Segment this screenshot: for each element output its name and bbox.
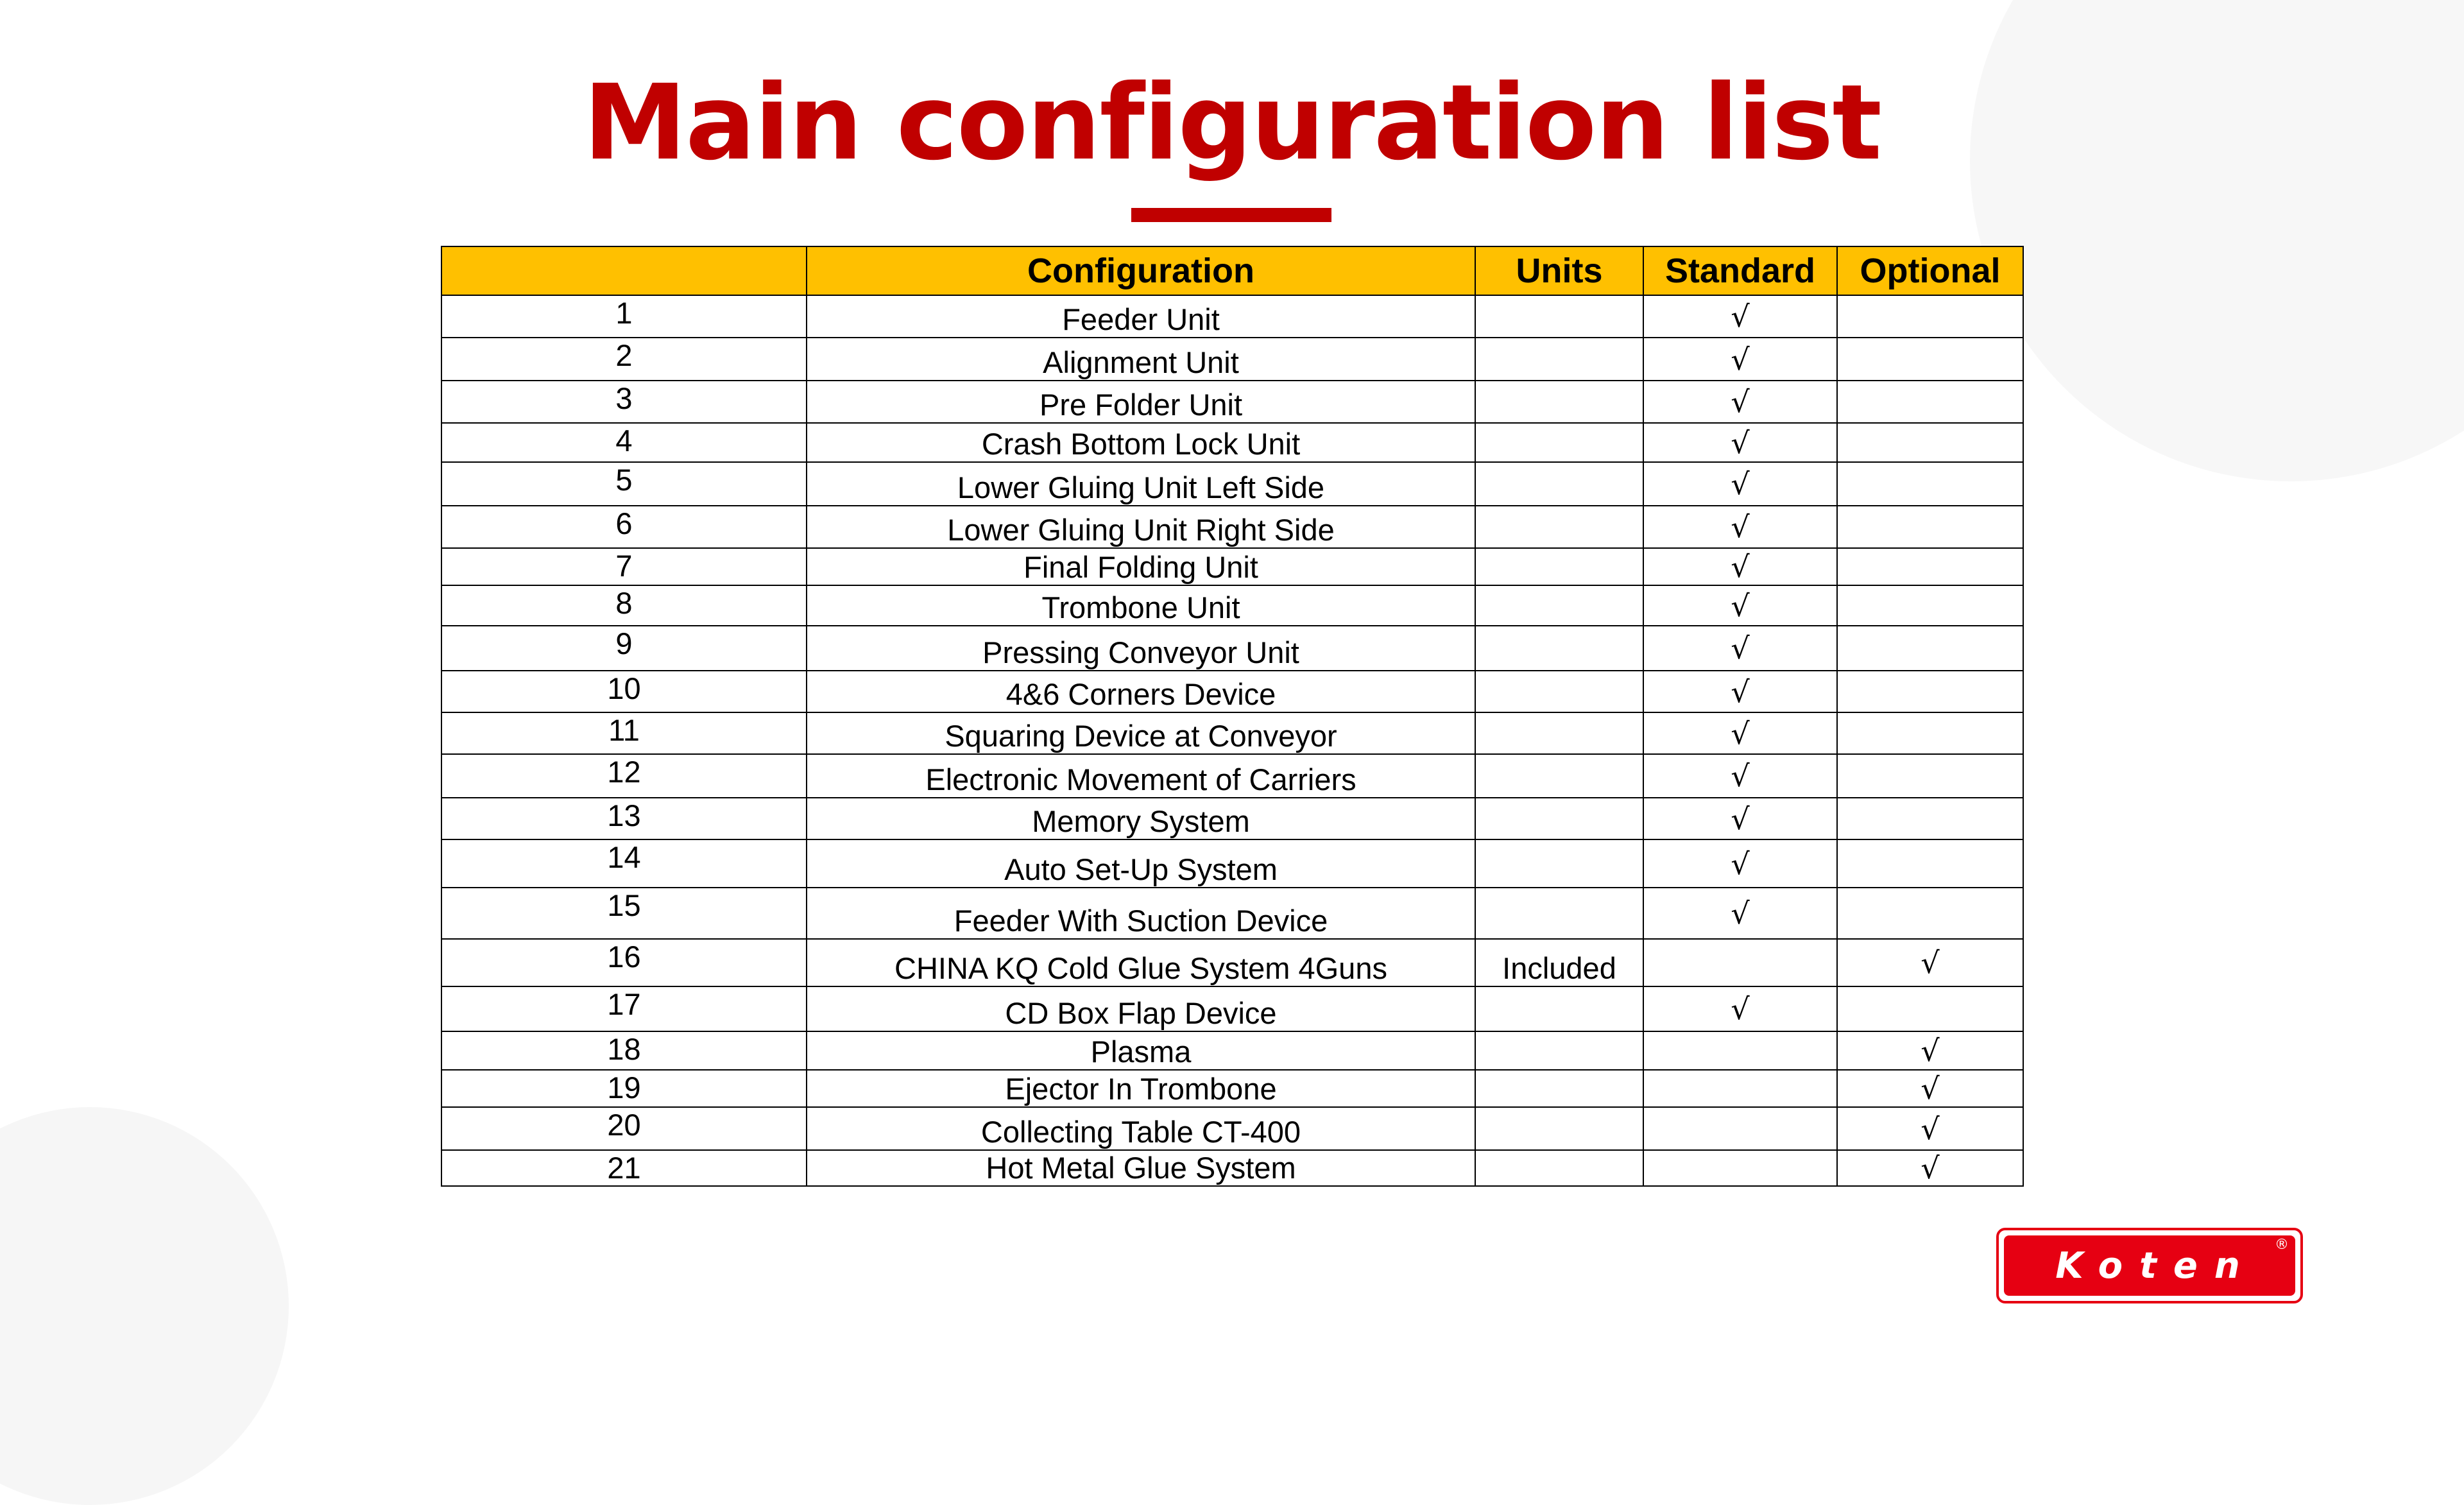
cell-configuration: Feeder With Suction Device — [807, 888, 1475, 939]
cell-configuration: 4&6 Corners Device — [807, 671, 1475, 712]
cell-number: 21 — [441, 1150, 807, 1186]
table-row — [441, 986, 2023, 1031]
table-body — [441, 295, 2023, 1186]
cell-standard: √ — [1643, 798, 1837, 839]
cell-configuration: Pre Folder Unit — [807, 381, 1475, 423]
cell-units: Included — [1475, 939, 1643, 986]
cell-standard: √ — [1643, 338, 1837, 381]
cell-number: 10 — [441, 671, 807, 712]
cell-optional: √ — [1837, 1150, 2023, 1186]
cell-configuration: Hot Metal Glue System — [807, 1150, 1475, 1186]
table-row — [441, 423, 2023, 462]
cell-configuration: Ejector In Trombone — [807, 1070, 1475, 1107]
cell-standard — [1643, 1150, 1837, 1186]
cell-standard: √ — [1643, 626, 1837, 671]
cell-configuration: Auto Set-Up System — [807, 839, 1475, 888]
cell-optional: √ — [1837, 1070, 2023, 1107]
cell-standard: √ — [1643, 423, 1837, 462]
cell-standard: √ — [1643, 548, 1837, 585]
cell-configuration: Crash Bottom Lock Unit — [807, 423, 1475, 462]
cell-units — [1475, 798, 1643, 839]
cell-number: 3 — [441, 381, 807, 423]
title-underline — [1131, 208, 1331, 222]
table-row — [441, 1070, 2023, 1107]
table-row — [441, 548, 2023, 585]
cell-units — [1475, 754, 1643, 798]
cell-standard: √ — [1643, 712, 1837, 754]
cell-units — [1475, 585, 1643, 626]
header-optional: Optional — [1837, 246, 2023, 295]
cell-configuration: Lower Gluing Unit Right Side — [807, 506, 1475, 548]
table-header-row — [441, 246, 2023, 295]
cell-units — [1475, 626, 1643, 671]
cell-configuration: Memory System — [807, 798, 1475, 839]
cell-configuration: Final Folding Unit — [807, 548, 1475, 585]
cell-number: 19 — [441, 1070, 807, 1107]
table-row — [441, 798, 2023, 839]
cell-units — [1475, 712, 1643, 754]
cell-units — [1475, 888, 1643, 939]
cell-configuration: Lower Gluing Unit Left Side — [807, 462, 1475, 506]
cell-number: 2 — [441, 338, 807, 381]
cell-standard: √ — [1643, 671, 1837, 712]
cell-number: 5 — [441, 462, 807, 506]
cell-number: 1 — [441, 295, 807, 338]
table-row — [441, 462, 2023, 506]
cell-optional: √ — [1837, 1107, 2023, 1150]
cell-optional — [1837, 548, 2023, 585]
cell-optional — [1837, 423, 2023, 462]
table-row — [441, 381, 2023, 423]
cell-units — [1475, 548, 1643, 585]
cell-units — [1475, 423, 1643, 462]
cell-optional — [1837, 381, 2023, 423]
cell-optional — [1837, 798, 2023, 839]
cell-configuration: Feeder Unit — [807, 295, 1475, 338]
table-row — [441, 939, 2023, 986]
cell-standard: √ — [1643, 754, 1837, 798]
cell-number: 7 — [441, 548, 807, 585]
cell-units — [1475, 1150, 1643, 1186]
cell-units — [1475, 1107, 1643, 1150]
cell-number: 16 — [441, 939, 807, 986]
table-row — [441, 888, 2023, 939]
background-decoration-circle — [0, 1107, 289, 1505]
table-row — [441, 671, 2023, 712]
cell-optional — [1837, 338, 2023, 381]
cell-optional — [1837, 712, 2023, 754]
cell-standard: √ — [1643, 295, 1837, 338]
cell-standard: √ — [1643, 506, 1837, 548]
cell-optional — [1837, 295, 2023, 338]
registered-mark: ® — [2275, 1237, 2289, 1253]
cell-configuration: Collecting Table CT-400 — [807, 1107, 1475, 1150]
cell-standard — [1643, 1031, 1837, 1070]
cell-optional — [1837, 462, 2023, 506]
table-row — [441, 295, 2023, 338]
cell-units — [1475, 462, 1643, 506]
cell-standard: √ — [1643, 839, 1837, 888]
cell-configuration: Pressing Conveyor Unit — [807, 626, 1475, 671]
table-row — [441, 1031, 2023, 1070]
cell-configuration: Plasma — [807, 1031, 1475, 1070]
cell-configuration: Alignment Unit — [807, 338, 1475, 381]
cell-number: 12 — [441, 754, 807, 798]
cell-units — [1475, 338, 1643, 381]
cell-optional — [1837, 626, 2023, 671]
table-row — [441, 1150, 2023, 1186]
logo-badge — [2004, 1235, 2295, 1296]
koten-logo — [1996, 1228, 2303, 1303]
table-row — [441, 506, 2023, 548]
header-standard: Standard — [1643, 246, 1837, 295]
cell-units — [1475, 671, 1643, 712]
cell-units — [1475, 381, 1643, 423]
table-row — [441, 754, 2023, 798]
cell-standard: √ — [1643, 986, 1837, 1031]
cell-configuration: CHINA KQ Cold Glue System 4Guns — [807, 939, 1475, 986]
header-configuration: Configuration — [807, 246, 1475, 295]
cell-optional — [1837, 585, 2023, 626]
cell-standard — [1643, 939, 1837, 986]
cell-standard — [1643, 1070, 1837, 1107]
cell-units — [1475, 986, 1643, 1031]
table-row — [441, 1107, 2023, 1150]
cell-number: 11 — [441, 712, 807, 754]
cell-units — [1475, 1070, 1643, 1107]
cell-configuration: Squaring Device at Conveyor — [807, 712, 1475, 754]
cell-standard: √ — [1643, 888, 1837, 939]
cell-units — [1475, 839, 1643, 888]
cell-optional — [1837, 986, 2023, 1031]
table-row — [441, 712, 2023, 754]
cell-number: 9 — [441, 626, 807, 671]
cell-number: 6 — [441, 506, 807, 548]
cell-standard: √ — [1643, 462, 1837, 506]
cell-number: 4 — [441, 423, 807, 462]
cell-optional — [1837, 671, 2023, 712]
cell-optional — [1837, 506, 2023, 548]
logo-text: Koten — [2055, 1244, 2257, 1287]
cell-optional: √ — [1837, 1031, 2023, 1070]
cell-number: 14 — [441, 839, 807, 888]
cell-standard: √ — [1643, 585, 1837, 626]
cell-units — [1475, 506, 1643, 548]
table-row — [441, 585, 2023, 626]
cell-units — [1475, 295, 1643, 338]
cell-standard: √ — [1643, 381, 1837, 423]
cell-optional — [1837, 888, 2023, 939]
cell-number: 20 — [441, 1107, 807, 1150]
table-row — [441, 839, 2023, 888]
page-title: Main configuration list — [583, 63, 1881, 184]
cell-configuration: Trombone Unit — [807, 585, 1475, 626]
header-number — [441, 246, 807, 295]
cell-number: 13 — [441, 798, 807, 839]
cell-number: 17 — [441, 986, 807, 1031]
cell-units — [1475, 1031, 1643, 1070]
cell-number: 15 — [441, 888, 807, 939]
cell-optional — [1837, 754, 2023, 798]
cell-standard — [1643, 1107, 1837, 1150]
cell-number: 18 — [441, 1031, 807, 1070]
cell-optional — [1837, 839, 2023, 888]
table-row — [441, 626, 2023, 671]
cell-optional: √ — [1837, 939, 2023, 986]
cell-configuration: Electronic Movement of Carriers — [807, 754, 1475, 798]
configuration-table — [441, 246, 2024, 1187]
header-units: Units — [1475, 246, 1643, 295]
cell-configuration: CD Box Flap Device — [807, 986, 1475, 1031]
cell-number: 8 — [441, 585, 807, 626]
table-row — [441, 338, 2023, 381]
